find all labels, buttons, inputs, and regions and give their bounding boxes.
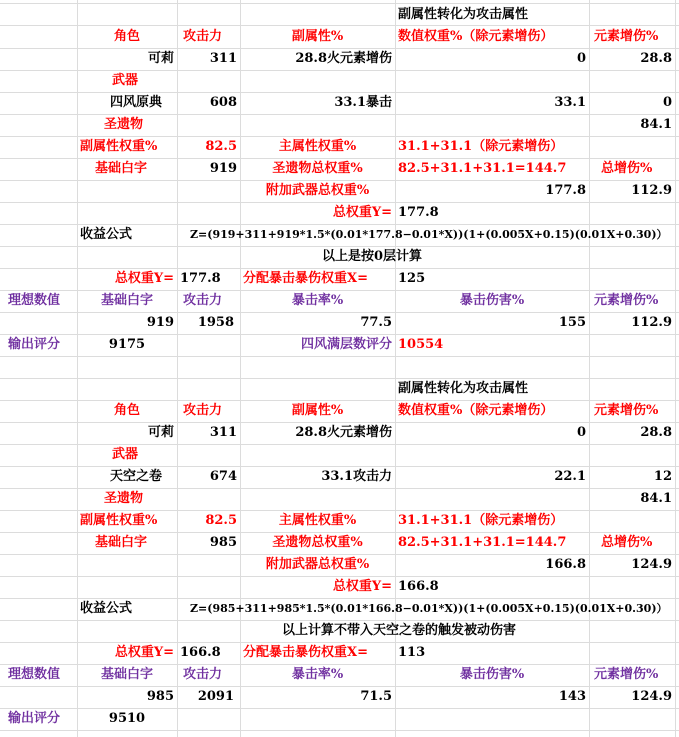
- char-name[interactable]: 可莉: [147, 51, 174, 66]
- ideal-elem-bonus-value[interactable]: 112.9: [631, 315, 672, 330]
- ideal-base-value[interactable]: 919: [146, 315, 174, 330]
- ideal-header-atk[interactable]: 攻击力: [183, 293, 223, 308]
- ideal-header-atk[interactable]: 攻击力: [183, 667, 223, 682]
- formula[interactable]: Z=(919+311+919*1.5*(0.01*177.8−0.01*X))(1+(0.005X+0.15)(0.01X+0.30)）: [190, 228, 668, 241]
- char-weight[interactable]: 0: [576, 425, 586, 440]
- ideal-crit-dmg-value[interactable]: 155: [558, 315, 586, 330]
- header-atk[interactable]: 攻击力: [183, 29, 223, 44]
- main-weight-value[interactable]: 31.1+31.1（除元素增伤）: [398, 513, 564, 528]
- char-sub-stat[interactable]: 28.8火元素增伤: [295, 51, 392, 66]
- extra-weapon-weight-label[interactable]: 附加武器总权重%: [265, 557, 370, 572]
- y-value[interactable]: 177.8: [180, 271, 221, 286]
- char-elem-bonus[interactable]: 28.8: [640, 425, 672, 440]
- total-weight-label[interactable]: 总权重Y=: [332, 579, 392, 594]
- total-weight-value[interactable]: 177.8: [398, 205, 439, 220]
- header-elem-bonus[interactable]: 元素增伤%: [594, 29, 659, 44]
- base-label[interactable]: 基础白字: [95, 161, 148, 176]
- ideal-elem-bonus-value[interactable]: 124.9: [631, 689, 672, 704]
- extra-weapon-weight-label[interactable]: 附加武器总权重%: [265, 183, 370, 198]
- total-weight-label[interactable]: 总权重Y=: [332, 205, 392, 220]
- ideal-label[interactable]: 理想数值: [8, 667, 61, 682]
- ideal-crit-rate-value[interactable]: 71.5: [360, 689, 392, 704]
- formula[interactable]: Z=(985+311+985*1.5*(0.01*166.8−0.01*X))(1+(0.005X+0.15)(0.01X+0.30)）: [190, 602, 668, 615]
- weapon-atk[interactable]: 608: [209, 95, 237, 110]
- formula-label[interactable]: 收益公式: [80, 601, 133, 616]
- score-value[interactable]: 9175: [108, 337, 146, 352]
- ideal-label[interactable]: 理想数值: [8, 293, 61, 308]
- weapon-name[interactable]: 天空之卷: [110, 469, 163, 484]
- artifact-total-value[interactable]: 82.5+31.1+31.1=144.7: [398, 535, 567, 550]
- x-label[interactable]: 分配暴击暴伤权重X=: [243, 271, 368, 286]
- header-value-weight[interactable]: 数值权重%（除元素增伤）: [398, 29, 554, 44]
- x-value[interactable]: 125: [398, 271, 426, 286]
- gridline: [0, 444, 679, 445]
- artifact-total-label[interactable]: 圣遗物总权重%: [272, 161, 363, 176]
- ideal-header-crit-rate[interactable]: 暴击率%: [291, 667, 344, 682]
- full-stack-score-value[interactable]: 10554: [398, 337, 444, 352]
- ideal-header-base[interactable]: 基础白字: [100, 667, 153, 682]
- x-value[interactable]: 113: [398, 645, 426, 660]
- header-sub-stat[interactable]: 副属性%: [291, 403, 344, 418]
- header-role[interactable]: 角色: [113, 29, 140, 44]
- header-role[interactable]: 角色: [113, 403, 140, 418]
- gridline: [675, 0, 676, 737]
- ideal-atk-value[interactable]: 2091: [197, 689, 234, 704]
- artifact-label[interactable]: 圣遗物: [104, 491, 144, 506]
- sub-weight-label[interactable]: 副属性权重%: [80, 139, 158, 154]
- full-stack-score-label[interactable]: 四风满层数评分: [300, 337, 392, 352]
- ideal-atk-value[interactable]: 1958: [197, 315, 234, 330]
- sub-weight-value[interactable]: 82.5: [205, 513, 237, 528]
- gridline: [77, 0, 78, 737]
- x-label[interactable]: 分配暴击暴伤权重X=: [243, 645, 368, 660]
- ideal-header-elem-bonus[interactable]: 元素增伤%: [594, 667, 659, 682]
- header-sub-stat[interactable]: 副属性%: [291, 29, 344, 44]
- ideal-header-crit-dmg[interactable]: 暴击伤害%: [459, 293, 525, 308]
- base-label[interactable]: 基础白字: [95, 535, 148, 550]
- score-value[interactable]: 9510: [108, 711, 146, 726]
- gridline: [0, 356, 679, 357]
- gridline: [0, 378, 679, 379]
- sub-weight-value[interactable]: 82.5: [205, 139, 237, 154]
- weapon-name[interactable]: 四风原典: [110, 95, 163, 110]
- weapon-elem-bonus[interactable]: 12: [653, 469, 672, 484]
- char-atk[interactable]: 311: [209, 425, 237, 440]
- header-value-weight[interactable]: 数值权重%（除元素增伤）: [398, 403, 554, 418]
- extra-weapon-weight-value[interactable]: 166.8: [545, 557, 586, 572]
- extra-weapon-weight-value[interactable]: 177.8: [545, 183, 586, 198]
- total-dmg-bonus-label[interactable]: 总增伤%: [601, 161, 653, 176]
- char-atk[interactable]: 311: [209, 51, 237, 66]
- score-label[interactable]: 输出评分: [8, 337, 61, 352]
- y-value[interactable]: 166.8: [180, 645, 221, 660]
- score-label[interactable]: 输出评分: [8, 711, 61, 726]
- main-weight-label[interactable]: 主属性权重%: [278, 139, 357, 154]
- total-dmg-bonus-label[interactable]: 总增伤%: [601, 535, 653, 550]
- y-label[interactable]: 总权重Y=: [114, 271, 174, 286]
- ideal-crit-rate-value[interactable]: 77.5: [360, 315, 392, 330]
- y-label[interactable]: 总权重Y=: [114, 645, 174, 660]
- char-weight[interactable]: 0: [576, 51, 586, 66]
- header-atk[interactable]: 攻击力: [183, 403, 223, 418]
- header-elem-bonus[interactable]: 元素增伤%: [594, 403, 659, 418]
- artifact-total-label[interactable]: 圣遗物总权重%: [272, 535, 363, 550]
- weapon-label[interactable]: 武器: [112, 447, 139, 462]
- total-weight-value[interactable]: 166.8: [398, 579, 439, 594]
- calc-note[interactable]: 以上计算不带入天空之卷的触发被动伤害: [282, 623, 517, 638]
- gridline: [0, 730, 679, 731]
- weapon-weight[interactable]: 22.1: [554, 469, 586, 484]
- ideal-header-base[interactable]: 基础白字: [100, 293, 153, 308]
- ideal-crit-dmg-value[interactable]: 143: [558, 689, 586, 704]
- char-sub-stat[interactable]: 28.8火元素增伤: [295, 425, 392, 440]
- ideal-header-elem-bonus[interactable]: 元素增伤%: [594, 293, 659, 308]
- char-name[interactable]: 可莉: [147, 425, 174, 440]
- weapon-atk[interactable]: 674: [209, 469, 237, 484]
- ideal-header-crit-rate[interactable]: 暴击率%: [291, 293, 344, 308]
- weapon-sub-stat[interactable]: 33.1攻击力: [321, 469, 392, 484]
- artifact-total-value[interactable]: 82.5+31.1+31.1=144.7: [398, 161, 567, 176]
- base-value[interactable]: 985: [209, 535, 237, 550]
- artifact-elem-bonus[interactable]: 84.1: [640, 491, 672, 506]
- weapon-weight[interactable]: 33.1: [554, 95, 586, 110]
- extra-weapon-elem-value[interactable]: 124.9: [631, 557, 672, 572]
- char-elem-bonus[interactable]: 28.8: [640, 51, 672, 66]
- weapon-elem-bonus[interactable]: 0: [662, 95, 672, 110]
- sub-convert-header[interactable]: 副属性转化为攻击属性: [398, 381, 529, 396]
- main-weight-value[interactable]: 31.1+31.1（除元素增伤）: [398, 139, 564, 154]
- calc-note[interactable]: 以上是按0层计算: [322, 249, 423, 264]
- gridline: [0, 3, 679, 4]
- artifact-label[interactable]: 圣遗物: [104, 117, 144, 132]
- gridline: [0, 114, 679, 115]
- gridline: [0, 488, 679, 489]
- extra-weapon-elem-value[interactable]: 112.9: [631, 183, 672, 198]
- artifact-elem-bonus[interactable]: 84.1: [640, 117, 672, 132]
- weapon-sub-stat[interactable]: 33.1暴击: [334, 95, 392, 110]
- base-value[interactable]: 919: [209, 161, 237, 176]
- ideal-base-value[interactable]: 985: [146, 689, 174, 704]
- gridline: [0, 70, 679, 71]
- ideal-header-crit-dmg[interactable]: 暴击伤害%: [459, 667, 525, 682]
- sub-weight-label[interactable]: 副属性权重%: [80, 513, 158, 528]
- sub-convert-header[interactable]: 副属性转化为攻击属性: [398, 7, 529, 22]
- main-weight-label[interactable]: 主属性权重%: [278, 513, 357, 528]
- formula-label[interactable]: 收益公式: [80, 227, 133, 242]
- weapon-label[interactable]: 武器: [112, 73, 139, 88]
